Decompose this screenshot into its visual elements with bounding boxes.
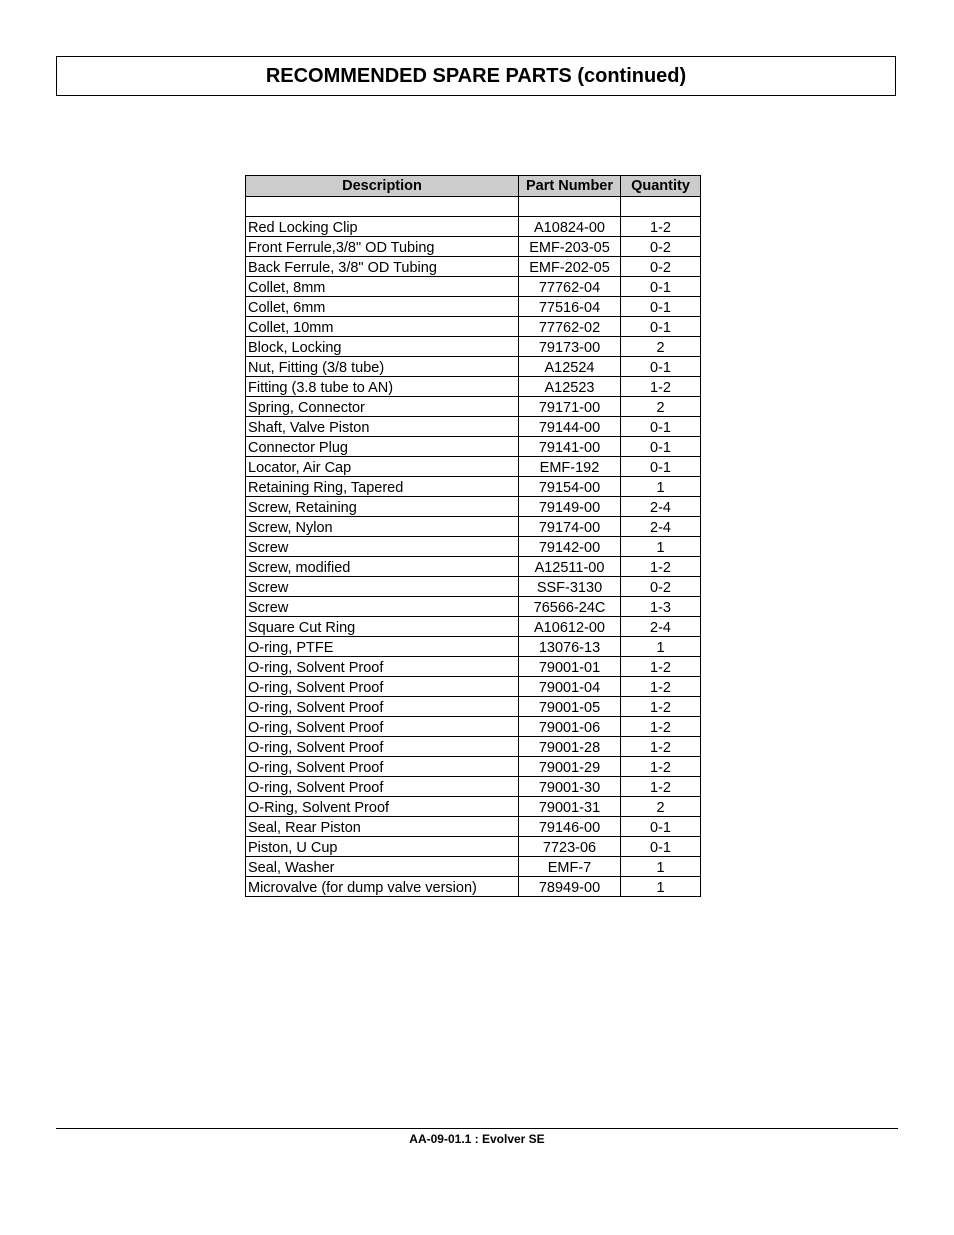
- cell-part-number: 79001-31: [519, 797, 621, 817]
- cell-description: Collet, 6mm: [246, 297, 519, 317]
- cell-quantity: 1: [621, 877, 701, 897]
- table-row: [246, 457, 701, 477]
- cell-quantity: 0-1: [621, 297, 701, 317]
- cell-description: Seal, Washer: [246, 857, 519, 877]
- cell-quantity: 0-1: [621, 817, 701, 837]
- table-row: [246, 717, 701, 737]
- table-row: [246, 877, 701, 897]
- table-row: [246, 417, 701, 437]
- cell-quantity: 0-1: [621, 277, 701, 297]
- table-row: [246, 597, 701, 617]
- cell-description: Screw, Retaining: [246, 497, 519, 517]
- cell-quantity: 0-1: [621, 457, 701, 477]
- cell-description: Connector Plug: [246, 437, 519, 457]
- table-row: [246, 337, 701, 357]
- cell-quantity: 1: [621, 857, 701, 877]
- table-row: [246, 217, 701, 237]
- cell-part-number: A12523: [519, 377, 621, 397]
- cell-part-number: 79173-00: [519, 337, 621, 357]
- table-row: [246, 637, 701, 657]
- cell-quantity: 1-2: [621, 717, 701, 737]
- table-row: [246, 857, 701, 877]
- cell-quantity: 1-3: [621, 597, 701, 617]
- cell-part-number: 13076-13: [519, 637, 621, 657]
- cell-quantity: 1-2: [621, 777, 701, 797]
- cell-quantity: 0-2: [621, 577, 701, 597]
- table-row: [246, 317, 701, 337]
- cell-quantity: 2-4: [621, 517, 701, 537]
- cell-quantity: 2: [621, 797, 701, 817]
- cell-part-number: [519, 197, 621, 217]
- cell-description: Piston, U Cup: [246, 837, 519, 857]
- cell-part-number: EMF-202-05: [519, 257, 621, 277]
- cell-description: Back Ferrule, 3/8" OD Tubing: [246, 257, 519, 277]
- cell-part-number: 78949-00: [519, 877, 621, 897]
- table-body: [246, 197, 701, 897]
- table-row: [246, 537, 701, 557]
- table-row: [246, 497, 701, 517]
- cell-description: O-ring, Solvent Proof: [246, 717, 519, 737]
- cell-part-number: 79146-00: [519, 817, 621, 837]
- page-title-box: [56, 56, 896, 96]
- table-row: [246, 817, 701, 837]
- cell-description: Block, Locking: [246, 337, 519, 357]
- table-row: [246, 557, 701, 577]
- cell-part-number: 79174-00: [519, 517, 621, 537]
- table-row: [246, 377, 701, 397]
- cell-part-number: 79001-29: [519, 757, 621, 777]
- table-row: [246, 797, 701, 817]
- table-row: [246, 577, 701, 597]
- table-row: [246, 517, 701, 537]
- cell-quantity: 1-2: [621, 737, 701, 757]
- cell-description: Locator, Air Cap: [246, 457, 519, 477]
- page-title: RECOMMENDED SPARE PARTS (continued): [265, 64, 687, 87]
- cell-description: Fitting (3.8 tube to AN): [246, 377, 519, 397]
- table-header-row: [246, 176, 701, 197]
- cell-part-number: 79001-04: [519, 677, 621, 697]
- cell-part-number: 79142-00: [519, 537, 621, 557]
- cell-quantity: 0-1: [621, 437, 701, 457]
- header-part-number: Part Number: [519, 176, 621, 197]
- table-row: [246, 237, 701, 257]
- cell-quantity: 1-2: [621, 677, 701, 697]
- cell-description: Screw: [246, 537, 519, 557]
- cell-part-number: 77516-04: [519, 297, 621, 317]
- table-row: [246, 397, 701, 417]
- cell-part-number: 77762-02: [519, 317, 621, 337]
- cell-description: Screw, Nylon: [246, 517, 519, 537]
- cell-quantity: 1: [621, 637, 701, 657]
- cell-part-number: A12524: [519, 357, 621, 377]
- table-row: [246, 837, 701, 857]
- cell-part-number: EMF-203-05: [519, 237, 621, 257]
- header-description: Description: [246, 176, 519, 197]
- table-row: [246, 277, 701, 297]
- cell-description: O-ring, PTFE: [246, 637, 519, 657]
- cell-quantity: 2-4: [621, 617, 701, 637]
- cell-quantity: 1-2: [621, 217, 701, 237]
- cell-quantity: 2: [621, 337, 701, 357]
- cell-description: Collet, 10mm: [246, 317, 519, 337]
- table-row: [246, 197, 701, 217]
- cell-part-number: EMF-192: [519, 457, 621, 477]
- table-row: [246, 757, 701, 777]
- cell-description: O-ring, Solvent Proof: [246, 757, 519, 777]
- cell-description: Screw, modified: [246, 557, 519, 577]
- cell-description: Front Ferrule,3/8" OD Tubing: [246, 237, 519, 257]
- cell-part-number: SSF-3130: [519, 577, 621, 597]
- cell-quantity: 0-1: [621, 357, 701, 377]
- cell-description: Shaft, Valve Piston: [246, 417, 519, 437]
- cell-part-number: 79171-00: [519, 397, 621, 417]
- cell-description: O-ring, Solvent Proof: [246, 677, 519, 697]
- cell-part-number: A12511-00: [519, 557, 621, 577]
- cell-quantity: 1-2: [621, 697, 701, 717]
- cell-part-number: 79154-00: [519, 477, 621, 497]
- cell-quantity: 0-1: [621, 837, 701, 857]
- table-row: [246, 677, 701, 697]
- cell-part-number: 79149-00: [519, 497, 621, 517]
- cell-part-number: EMF-7: [519, 857, 621, 877]
- footer-divider: [56, 1128, 898, 1129]
- table-row: [246, 697, 701, 717]
- cell-part-number: A10824-00: [519, 217, 621, 237]
- table-row: [246, 437, 701, 457]
- cell-quantity: 1-2: [621, 657, 701, 677]
- cell-description: O-Ring, Solvent Proof: [246, 797, 519, 817]
- cell-description: O-ring, Solvent Proof: [246, 737, 519, 757]
- cell-part-number: 77762-04: [519, 277, 621, 297]
- cell-part-number: 79144-00: [519, 417, 621, 437]
- cell-part-number: 79001-01: [519, 657, 621, 677]
- cell-part-number: 79141-00: [519, 437, 621, 457]
- cell-quantity: 1-2: [621, 757, 701, 777]
- table-row: [246, 257, 701, 277]
- cell-part-number: 79001-30: [519, 777, 621, 797]
- table-row: [246, 357, 701, 377]
- cell-description: Retaining Ring, Tapered: [246, 477, 519, 497]
- cell-part-number: 79001-28: [519, 737, 621, 757]
- cell-description: O-ring, Solvent Proof: [246, 657, 519, 677]
- cell-description: O-ring, Solvent Proof: [246, 777, 519, 797]
- table-row: [246, 477, 701, 497]
- table-row: [246, 777, 701, 797]
- cell-description: Red Locking Clip: [246, 217, 519, 237]
- table-row: [246, 297, 701, 317]
- spare-parts-table: [245, 175, 701, 897]
- cell-description: Screw: [246, 577, 519, 597]
- cell-quantity: 0-2: [621, 237, 701, 257]
- footer-label: AA-09-01.1 : Evolver SE: [409, 1132, 545, 1146]
- cell-quantity: 1-2: [621, 557, 701, 577]
- cell-description: Screw: [246, 597, 519, 617]
- cell-part-number: 79001-06: [519, 717, 621, 737]
- cell-quantity: 1: [621, 477, 701, 497]
- cell-quantity: 2: [621, 397, 701, 417]
- table-row: [246, 657, 701, 677]
- cell-quantity: [621, 197, 701, 217]
- cell-part-number: 76566-24C: [519, 597, 621, 617]
- cell-part-number: 7723-06: [519, 837, 621, 857]
- cell-quantity: 2-4: [621, 497, 701, 517]
- cell-description: Collet, 8mm: [246, 277, 519, 297]
- cell-part-number: 79001-05: [519, 697, 621, 717]
- cell-quantity: 0-2: [621, 257, 701, 277]
- cell-description: O-ring, Solvent Proof: [246, 697, 519, 717]
- cell-description: Nut, Fitting (3/8 tube): [246, 357, 519, 377]
- cell-description: Spring, Connector: [246, 397, 519, 417]
- cell-description: Microvalve (for dump valve version): [246, 877, 519, 897]
- cell-part-number: A10612-00: [519, 617, 621, 637]
- header-quantity: Quantity: [621, 176, 701, 197]
- table-row: [246, 737, 701, 757]
- cell-quantity: 0-1: [621, 417, 701, 437]
- cell-description: Seal, Rear Piston: [246, 817, 519, 837]
- cell-description: Square Cut Ring: [246, 617, 519, 637]
- cell-quantity: 1: [621, 537, 701, 557]
- cell-description: [246, 197, 519, 217]
- table-row: [246, 617, 701, 637]
- cell-quantity: 0-1: [621, 317, 701, 337]
- cell-quantity: 1-2: [621, 377, 701, 397]
